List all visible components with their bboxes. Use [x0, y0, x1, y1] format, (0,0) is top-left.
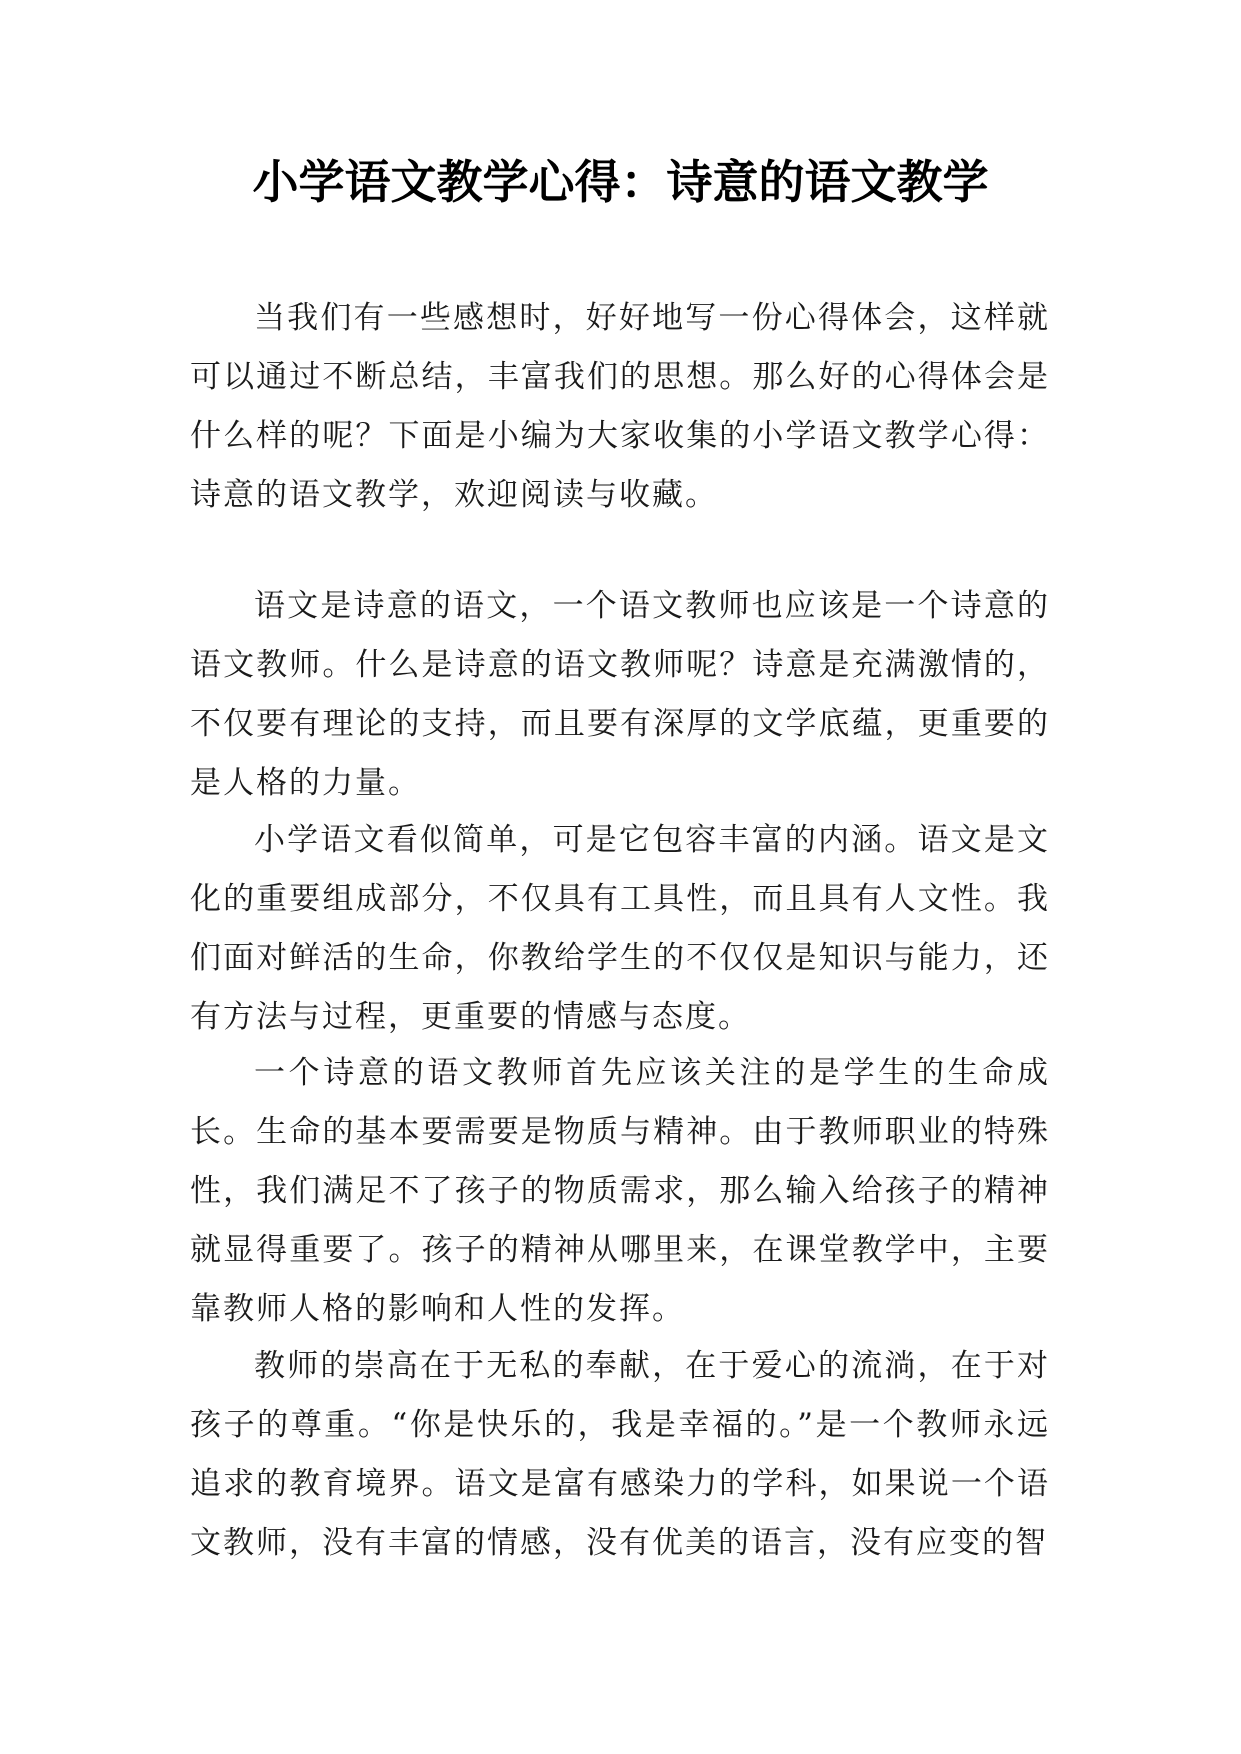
- body-paragraph: 教师的崇高在于无私的奉献，在于爱心的流淌，在于对孩子的尊重。“你是快乐的，我是幸福的。”是一个教师永远追求的教育境界。语文是富有感染力的学科，如果说一个语文教师，没有丰富的情感，没有优美的语言，没有应变的智: [190, 1348, 1050, 1561]
- body-paragraph: 语文是诗意的语文，一个语文教师也应该是一个诗意的语文教师。什么是诗意的语文教师呢？诗意是充满激情的，不仅要有理论的支持，而且要有深厚的文学底蕴，更重要的是人格的力量。: [190, 588, 1050, 801]
- body-paragraph: 一个诗意的语文教师首先应该关注的是学生的生命成长。生命的基本要需要是物质与精神。由于教师职业的特殊性，我们满足不了孩子的物质需求，那么输入给孩子的精神就显得重要了。孩子的精神从哪里来，在课堂教学中，主要靠教师人格的影响和人性的发挥。: [190, 1055, 1050, 1327]
- document-title: 小学语文教学心得：诗意的语文教学: [252, 155, 989, 209]
- body-paragraph: 小学语文看似简单，可是它包容丰富的内涵。语文是文化的重要组成部分，不仅具有工具性，而且具有人文性。我们面对鲜活的生命，你教给学生的不仅仅是知识与能力，还有方法与过程，更重要的情感与态度。: [190, 822, 1050, 1035]
- intro-paragraph: 当我们有一些感想时，好好地写一份心得体会，这样就可以通过不断总结，丰富我们的思想。那么好的心得体会是什么样的呢？下面是小编为大家收集的小学语文教学心得：诗意的语文教学，欢迎阅读与收藏。: [190, 300, 1050, 513]
